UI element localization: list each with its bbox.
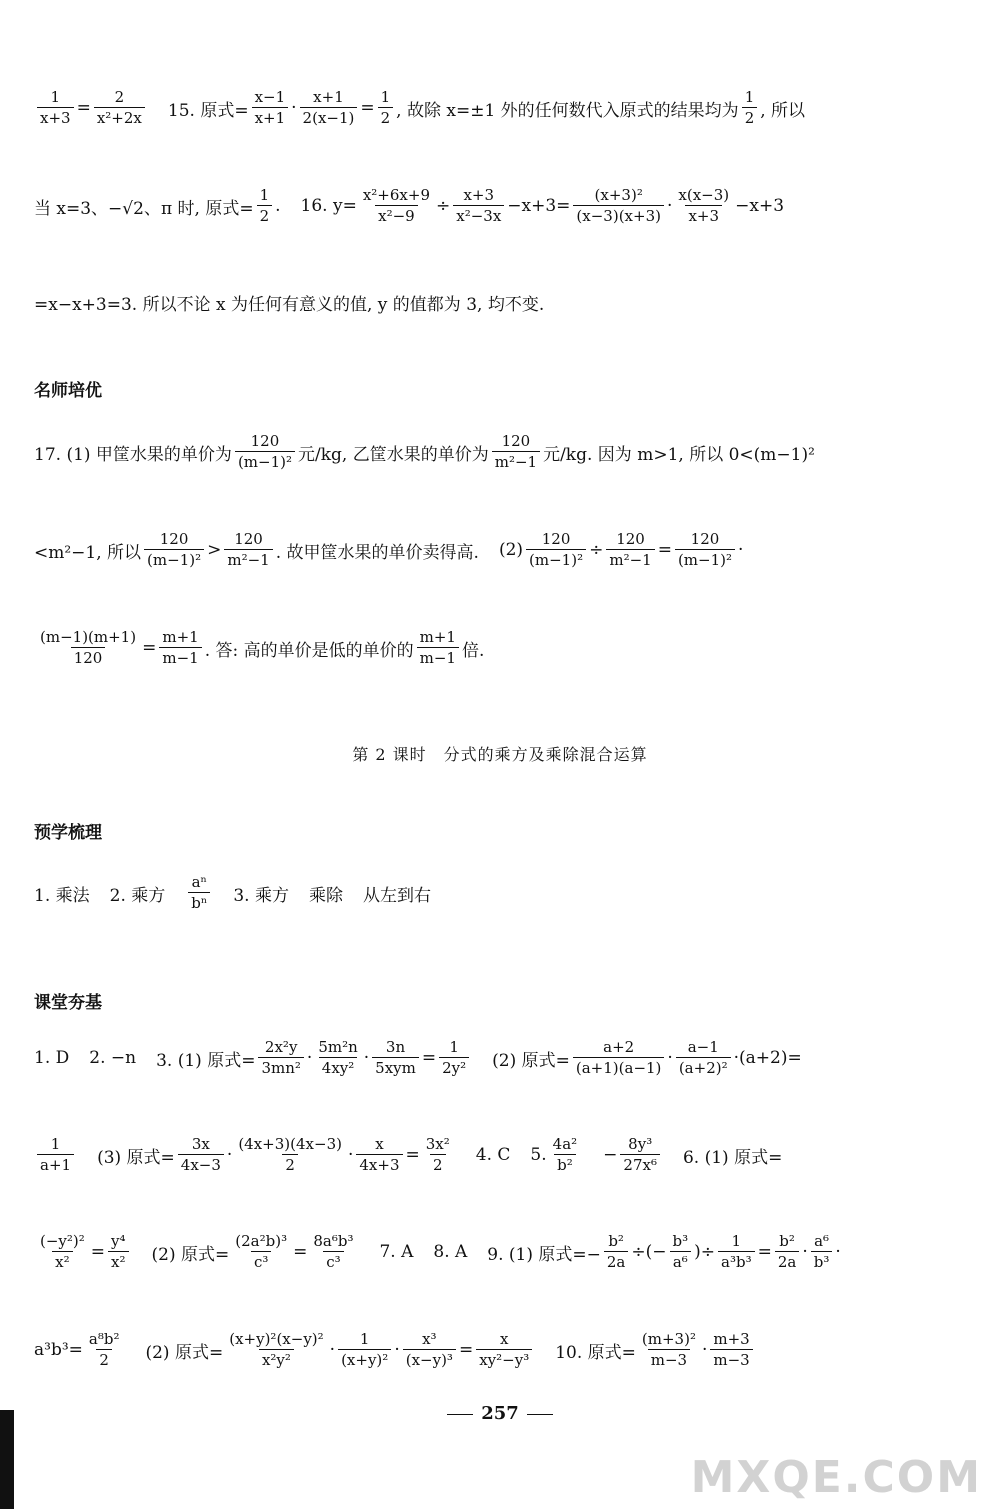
fraction	[235, 433, 295, 472]
answer-17-line-2	[34, 526, 900, 574]
fraction-denominator: 2a	[775, 1251, 800, 1271]
fraction	[378, 89, 394, 128]
fraction-numerator: b²	[779, 1231, 795, 1250]
fraction-denominator: 27x⁶	[620, 1154, 660, 1174]
fraction	[188, 874, 210, 913]
text-run: ÷	[435, 196, 451, 216]
text-run: <m²−1, 所以	[34, 542, 142, 563]
fraction-denominator: m−3	[648, 1349, 690, 1369]
fraction-denominator: x²y²	[259, 1349, 294, 1369]
text-run: 从左到右	[362, 885, 431, 906]
fraction	[811, 1233, 833, 1272]
fraction-denominator: (x−y)³	[403, 1349, 456, 1369]
fraction-denominator: m²−1	[224, 549, 272, 569]
fraction	[710, 1331, 752, 1370]
fraction	[37, 629, 139, 668]
fraction-numerator: 120	[690, 529, 720, 548]
answer-15-line-1	[34, 84, 900, 132]
text-run: ·	[802, 1242, 808, 1262]
footer-dash-left	[447, 1414, 473, 1415]
fraction	[178, 1136, 224, 1175]
fraction-numerator: (m−1)(m+1)	[40, 627, 137, 646]
fraction	[639, 1331, 699, 1370]
fraction-numerator: 1	[50, 1134, 61, 1153]
fraction-denominator: m−1	[417, 647, 459, 667]
fraction-numerator: 3x²	[425, 1134, 450, 1153]
fraction-denominator: x+3	[37, 107, 74, 127]
fraction	[403, 1331, 456, 1370]
fraction	[144, 531, 204, 570]
fraction-denominator: (m−1)²	[675, 549, 735, 569]
fraction-numerator: 1	[380, 87, 391, 106]
text-run: 元/kg, 乙筐水果的单价为	[298, 444, 489, 465]
fraction	[37, 1233, 88, 1272]
fraction-denominator: 2	[742, 107, 758, 127]
fraction-denominator: bⁿ	[188, 892, 210, 912]
text-run: .	[275, 196, 281, 216]
text-run: ·	[329, 1340, 336, 1360]
fraction-numerator: 3n	[385, 1037, 406, 1056]
fraction	[226, 1331, 326, 1370]
fraction-numerator: 1	[744, 87, 755, 106]
fraction-numerator: 120	[159, 529, 189, 548]
fraction	[356, 1136, 402, 1175]
text-run: (2) 原式=	[151, 1244, 230, 1265]
fraction-denominator: (a+2)²	[676, 1057, 731, 1077]
text-run: =x−x+3=3. 所以不论 x 为任何有意义的值, y 的值都为 3, 均不变.	[34, 294, 545, 315]
fraction-numerator: 3x	[191, 1134, 210, 1153]
fraction-numerator: m+1	[419, 627, 456, 646]
text-run: 2. 乘方	[109, 885, 166, 906]
fraction-denominator: c³	[323, 1251, 343, 1271]
prestudy-answers	[34, 869, 900, 917]
fraction-denominator: b²	[554, 1154, 576, 1174]
fraction-denominator: (m−1)²	[235, 451, 295, 471]
fraction-denominator: x²−9	[375, 205, 418, 225]
fraction-numerator: x²+6x+9	[362, 185, 430, 204]
classroom-line-2	[34, 1131, 900, 1179]
text-run: 6. (1) 原式=	[682, 1147, 783, 1168]
fraction-numerator: 1	[731, 1231, 742, 1250]
text-run: ·	[701, 1340, 708, 1360]
text-run: 乘除	[308, 885, 343, 906]
fraction-numerator: (x+y)²(x−y)²	[229, 1329, 324, 1348]
fraction	[417, 629, 459, 668]
fraction-numerator: (2a²b)³	[235, 1231, 288, 1250]
fraction	[360, 187, 433, 226]
fraction-numerator: 5m²n	[318, 1037, 358, 1056]
text-run: ÷	[589, 540, 604, 560]
heading-ketang: 课堂夯基	[34, 993, 102, 1013]
footer-dash-right	[527, 1414, 553, 1415]
text-run: 5.	[530, 1145, 547, 1165]
text-run: ·	[363, 1048, 370, 1068]
fraction	[108, 1233, 129, 1272]
text-run: 当 x=3、−√2、π 时, 原式=	[34, 198, 254, 219]
text-run: −x+3	[735, 196, 785, 216]
text-run: =	[421, 1048, 437, 1068]
text-run: 倍.	[461, 640, 485, 661]
fraction	[258, 1039, 303, 1078]
fraction	[742, 89, 758, 128]
fraction	[252, 89, 289, 128]
fraction	[550, 1136, 581, 1175]
fraction-denominator: 2	[96, 1349, 112, 1369]
text-run: ·	[291, 98, 297, 118]
fraction	[315, 1039, 360, 1078]
text-run: 16. y=	[300, 196, 357, 216]
classroom-line-4	[34, 1326, 900, 1374]
fraction	[675, 531, 735, 570]
answer-17-line-3	[34, 624, 900, 672]
section-title: 第 2 课时 分式的乘方及乘除混合运算	[352, 745, 648, 764]
fraction-numerator: (−y²)²	[40, 1231, 85, 1250]
fraction-numerator: x−1	[254, 87, 286, 106]
text-run: =	[142, 638, 157, 658]
fraction	[159, 629, 201, 668]
text-run: 15. 原式=	[167, 100, 249, 121]
fraction-denominator: m²−1	[606, 549, 654, 569]
fraction-numerator: 1	[359, 1329, 370, 1348]
fraction	[604, 1233, 629, 1272]
text-run: 4. C	[475, 1145, 511, 1165]
text-run: =	[293, 1242, 308, 1262]
fraction-numerator: 120	[501, 431, 531, 450]
text-run: ·	[835, 1242, 841, 1262]
text-run: −x+3=	[507, 196, 571, 216]
fraction	[675, 187, 732, 226]
fraction-numerator: x	[499, 1329, 509, 1348]
text-run: −	[603, 1145, 618, 1165]
text-run: ·(a+2)=	[733, 1048, 802, 1068]
text-run: ·	[306, 1048, 313, 1068]
fraction-denominator: c³	[251, 1251, 271, 1271]
fraction-numerator: 2	[114, 87, 125, 106]
fraction-numerator: 120	[250, 431, 280, 450]
text-run: . 故甲筐水果的单价卖得高.	[275, 542, 479, 563]
fraction	[224, 531, 272, 570]
fraction	[670, 1233, 692, 1272]
fraction-numerator: y⁴	[111, 1231, 126, 1250]
fraction-denominator: x²+2x	[94, 107, 145, 127]
fraction-denominator: (m−1)²	[144, 549, 204, 569]
fraction-numerator: 120	[616, 529, 645, 548]
fraction-denominator: (x−3)(x+3)	[573, 205, 664, 225]
fraction-numerator: aⁿ	[191, 872, 208, 891]
text-run: a³b³=	[34, 1340, 83, 1360]
fraction-denominator: (x+y)²	[338, 1349, 391, 1369]
text-run: 17. (1) 甲筐水果的单价为	[34, 444, 232, 465]
fraction	[37, 1136, 74, 1175]
text-run: =	[90, 1242, 106, 1262]
text-run: ·	[347, 1145, 354, 1165]
fraction-numerator: 8a⁶b³	[313, 1231, 354, 1250]
fraction-denominator: 4x−3	[178, 1154, 224, 1174]
fraction-denominator: a³b³	[718, 1251, 755, 1271]
text-run: 2. −n	[89, 1048, 137, 1068]
fraction	[338, 1331, 391, 1370]
fraction	[718, 1233, 755, 1272]
fraction-numerator: a+2	[603, 1037, 635, 1056]
fraction-denominator: 2	[378, 107, 394, 127]
fraction	[86, 1331, 123, 1370]
fraction-numerator: a⁸b²	[88, 1329, 120, 1348]
text-run: (2) 原式=	[492, 1050, 570, 1071]
answer-17-line-1	[34, 428, 900, 476]
text-run: ·	[226, 1145, 233, 1165]
text-run: 7. A	[379, 1242, 414, 1262]
fraction-numerator: 2x²y	[264, 1037, 298, 1056]
fraction-numerator: (m+3)²	[641, 1329, 696, 1348]
text-run: . 答: 高的单价是低的单价的	[204, 640, 414, 661]
fraction-denominator: 4xy²	[319, 1057, 358, 1077]
fraction-denominator: 2	[430, 1154, 446, 1174]
fraction-numerator: 120	[541, 529, 571, 548]
text-run: =	[458, 1340, 474, 1360]
fraction	[257, 187, 273, 226]
fraction	[606, 531, 654, 570]
fraction-numerator: x+3	[463, 185, 495, 204]
fraction-denominator: (a+1)(a−1)	[573, 1057, 665, 1077]
fraction	[423, 1136, 453, 1175]
fraction	[439, 1039, 469, 1078]
watermark-logo: MXQE.COM	[690, 1452, 982, 1503]
fraction	[453, 187, 504, 226]
text-run: >	[207, 540, 222, 560]
classroom-line-1	[34, 1034, 900, 1082]
text-run: =	[405, 1145, 420, 1165]
fraction-denominator: 4x+3	[356, 1154, 402, 1174]
fraction-denominator: x+1	[252, 107, 289, 127]
text-run: , 故除 x=±1 外的任何数代入原式的结果均为	[396, 100, 739, 121]
heading-mingshi: 名师培优	[34, 381, 102, 401]
fraction	[300, 89, 358, 128]
text-run: =	[76, 98, 91, 118]
fraction-denominator: a+1	[37, 1154, 74, 1174]
fraction	[37, 89, 74, 128]
text-run: 1. 乘法	[34, 885, 90, 906]
fraction	[94, 89, 145, 128]
fraction-denominator: m−1	[159, 647, 201, 667]
fraction-numerator: 8y³	[628, 1134, 653, 1153]
answer-16-line-1	[34, 182, 900, 230]
fraction-denominator: x+3	[685, 205, 722, 225]
fraction-denominator: 5xym	[372, 1057, 419, 1077]
text-run: 3. (1) 原式=	[156, 1050, 256, 1071]
fraction-numerator: 120	[234, 529, 263, 548]
fraction	[310, 1233, 356, 1272]
fraction-numerator: (4x+3)(4x−3)	[238, 1134, 342, 1153]
text-run: ·	[394, 1340, 400, 1360]
text-run: 8. A	[433, 1242, 468, 1262]
page-footer	[0, 1403, 1000, 1424]
fraction-numerator: 1	[449, 1037, 459, 1056]
fraction	[372, 1039, 419, 1078]
fraction-numerator: x+1	[313, 87, 344, 106]
fraction-numerator: (x+3)²	[594, 185, 643, 204]
fraction	[573, 1039, 665, 1078]
fraction	[676, 1039, 731, 1078]
binding-edge-mark	[0, 1410, 14, 1509]
text-run: ·	[738, 540, 744, 560]
fraction-denominator: 2	[282, 1154, 298, 1174]
fraction-numerator: m+1	[162, 627, 199, 646]
text-run: 1. D	[34, 1048, 70, 1068]
text-run: 3. 乘方	[233, 885, 289, 906]
classroom-line-3	[34, 1228, 900, 1276]
fraction	[573, 187, 664, 226]
fraction-denominator: (m−1)²	[526, 549, 586, 569]
fraction	[775, 1233, 800, 1272]
fraction	[492, 433, 540, 472]
fraction-denominator: x²	[108, 1251, 128, 1271]
fraction-numerator: 1	[259, 185, 270, 204]
fraction-denominator: 2	[257, 205, 273, 225]
text-run: 10. 原式=	[555, 1342, 636, 1363]
fraction-denominator: 120	[71, 647, 106, 667]
fraction-denominator: a⁶	[670, 1251, 691, 1271]
fraction-denominator: m²−1	[492, 451, 540, 471]
fraction	[476, 1331, 532, 1370]
fraction-denominator: xy²−y³	[476, 1349, 532, 1369]
fraction-numerator: b³	[672, 1231, 689, 1250]
page-number: 257	[481, 1403, 519, 1424]
fraction-numerator: b²	[608, 1231, 624, 1250]
text-run: (3) 原式=	[97, 1147, 175, 1168]
text-run: (2)	[498, 540, 524, 560]
fraction-denominator: x²−3x	[453, 205, 504, 225]
fraction	[232, 1233, 290, 1272]
fraction-numerator: a⁶	[814, 1231, 830, 1250]
text-run: 9. (1) 原式=−	[487, 1244, 601, 1265]
answer-16-line-2	[34, 278, 900, 326]
fraction-numerator: x(x−3)	[678, 185, 730, 204]
fraction-numerator: x³	[422, 1329, 437, 1348]
fraction-denominator: 2(x−1)	[300, 107, 358, 127]
fraction-numerator: 4a²	[552, 1134, 578, 1153]
text-run: 元/kg. 因为 m>1, 所以 0<(m−1)²	[543, 444, 815, 465]
fraction-numerator: x	[375, 1134, 384, 1153]
text-run: ·	[667, 1048, 673, 1068]
text-run: ÷(−	[631, 1242, 667, 1262]
fraction-denominator: m−3	[710, 1349, 752, 1369]
text-run: (2) 原式=	[145, 1342, 224, 1363]
fraction	[235, 1136, 345, 1175]
text-run: =	[360, 98, 375, 118]
text-run: =	[757, 1242, 772, 1262]
text-run: =	[657, 540, 672, 560]
fraction-denominator: 2a	[604, 1251, 629, 1271]
fraction-numerator: 1	[50, 87, 61, 106]
text-run: )÷	[694, 1242, 716, 1262]
fraction-denominator: 3mn²	[258, 1057, 303, 1077]
fraction	[620, 1136, 660, 1175]
text-run: ·	[666, 196, 673, 216]
text-run: , 所以	[760, 100, 806, 121]
fraction-numerator: m+3	[713, 1329, 750, 1348]
fraction-denominator: 2y²	[439, 1057, 469, 1077]
fraction	[526, 531, 586, 570]
fraction-denominator: b³	[811, 1251, 833, 1271]
fraction-numerator: a−1	[687, 1037, 719, 1056]
fraction-denominator: x²	[52, 1251, 72, 1271]
heading-yuxue: 预学梳理	[34, 823, 102, 843]
